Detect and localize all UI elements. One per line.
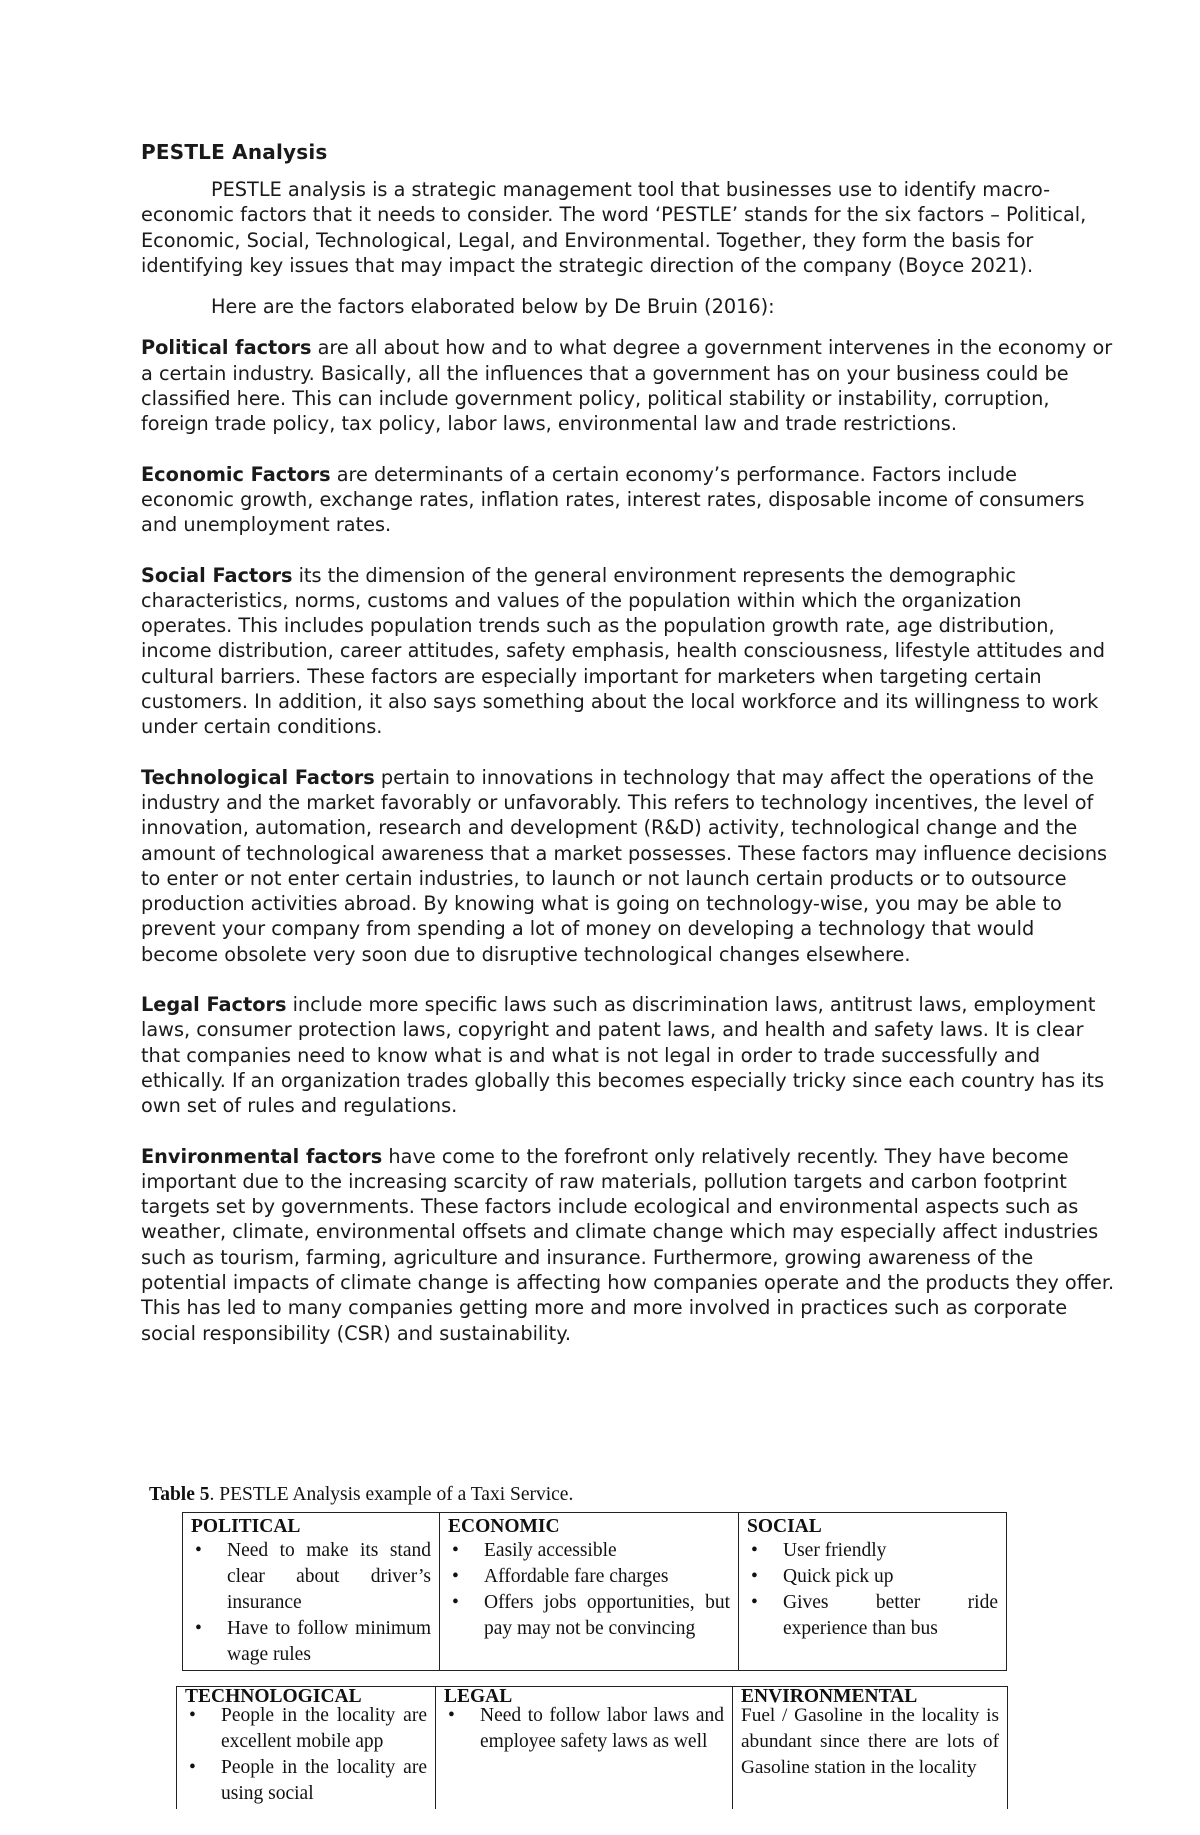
- list-item: • Quick pick up: [747, 1564, 998, 1590]
- technological-cell: [177, 1687, 436, 1810]
- factor-term: Environmental factors: [141, 1144, 383, 1168]
- factor-term: Legal Factors: [141, 993, 287, 1017]
- list-item: • Need to make its stand clear about driver’s insurance: [191, 1538, 431, 1616]
- social-factors-paragraph: [141, 563, 1116, 740]
- factor-text: have come to the forefront only relatively recently. They have become important due to the increasing scarcity of raw materials, pollution targets and carbon footprint targets set by governments. These factors include ecological and environmental aspects such as weather, climate, environmental offsets and climate change which may especially affect industries such as tourism, farming, agriculture and insurance. Furthermore, growing awareness of the potential impacts of climate change is affecting how companies operate and the products they offer. This has led to many companies getting more and more involved in practices such as corporate social responsibility (CSR) and sustainability.: [141, 1144, 1115, 1345]
- legal-factors-paragraph: [141, 992, 1116, 1118]
- factor-term: Social Factors: [141, 563, 293, 587]
- list-item: • Gives better ride experience than bus: [747, 1590, 998, 1642]
- table-caption-text: . PESTLE Analysis example of a Taxi Service.: [209, 1484, 574, 1505]
- list-item: • Affordable fare charges: [448, 1564, 730, 1590]
- social-list: [747, 1538, 998, 1642]
- factor-term: Economic Factors: [141, 462, 331, 486]
- social-cell: [739, 1513, 1007, 1671]
- political-factors-paragraph: [141, 335, 1116, 436]
- economic-cell: [440, 1513, 739, 1671]
- factor-term: Political factors: [141, 336, 312, 360]
- legal-cell: [436, 1687, 733, 1810]
- pestle-table-bottom: [176, 1686, 1008, 1809]
- political-header: POLITICAL: [191, 1516, 301, 1537]
- list-item: • Need to follow labor laws and employee safety laws as well: [444, 1703, 724, 1755]
- list-item: • Have to follow minimum wage rules: [191, 1616, 431, 1668]
- technological-list: [185, 1703, 427, 1807]
- table-caption: [149, 1484, 573, 1506]
- factor-text: its the dimension of the general environment represents the demographic characteristics, norms, customs and values of the population within which the organization operates. This includes population trends such as the population growth rate, age distribution, income distribution, career attitudes, safety emphasis, health consciousness, lifestyle attitudes and cultural barriers. These factors are especially important for marketers when targeting certain customers. In addition, it also says something about the local workforce and its willingness to work under certain conditions.: [141, 563, 1105, 739]
- legal-list: [444, 1703, 724, 1755]
- list-item: • Offers jobs opportunities, but pay may not be convincing: [448, 1590, 730, 1642]
- technological-header: TECHNOLOGICAL: [185, 1689, 362, 1703]
- factor-text: include more specific laws such as discrimination laws, antitrust laws, employment laws, consumer protection laws, copyright and patent laws, and health and safety laws. It is clear that companies need to know what is and what is not legal in order to trade successfully and ethically. If an organization trades globally this becomes especially tricky since each country has its own set of rules and regulations.: [141, 993, 1105, 1118]
- environmental-factors-paragraph: [141, 1144, 1116, 1346]
- table-row: [177, 1687, 1008, 1810]
- document-title: PESTLE Analysis: [141, 140, 328, 164]
- political-list: [191, 1538, 431, 1668]
- list-item: • People in the locality are using social: [185, 1755, 427, 1807]
- list-item: • Easily accessible: [448, 1538, 730, 1564]
- table-caption-label: Table 5: [149, 1484, 210, 1505]
- social-header: SOCIAL: [747, 1516, 822, 1537]
- factor-text: pertain to innovations in technology that may affect the operations of the industry and the market favorably or unfavorably. This refers to technology incentives, the level of innovation, automation, research and development (R&D) activity, technological change and the amount of technological awareness that a market possesses. These factors may influence decisions to enter or not enter certain industries, to launch or not launch certain products or to outsource production activities abroad. By knowing what is going on technology-wise, you may be able to prevent your company from spending a lot of money on developing a technology that would become obsolete very soon due to disruptive technological changes elsewhere.: [141, 765, 1108, 966]
- lead-paragraph: Here are the factors elaborated below by De Bruin (2016):: [211, 295, 775, 319]
- document-body: [141, 140, 1116, 1371]
- table-row: [183, 1513, 1007, 1671]
- economic-list: [448, 1538, 730, 1642]
- environmental-text: Fuel / Gasoline in the locality is abundant since there are lots of Gasoline station in the locality: [741, 1705, 999, 1778]
- political-cell: [183, 1513, 440, 1671]
- factor-text: are determinants of a certain economy’s performance. Factors include economic growth, exchange rates, inflation rates, interest rates, disposable income of consumers and unemployment rates.: [141, 462, 1085, 537]
- technological-factors-paragraph: [141, 765, 1116, 967]
- legal-header: LEGAL: [444, 1689, 513, 1703]
- economic-factors-paragraph: [141, 462, 1116, 538]
- list-item: • People in the locality are excellent mobile app: [185, 1703, 427, 1755]
- factor-term: Technological Factors: [141, 765, 375, 789]
- environmental-header: ENVIRONMENTAL: [741, 1689, 918, 1703]
- list-item: • User friendly: [747, 1538, 998, 1564]
- pestle-table-top: [182, 1512, 1007, 1671]
- factor-text: are all about how and to what degree a government intervenes in the economy or a certain industry. Basically, all the influences that a government has on your business could be classified here. This can include government policy, political stability or instability, corruption, foreign trade policy, tax policy, labor laws, environmental law and trade restrictions.: [141, 336, 1113, 436]
- economic-header: ECONOMIC: [448, 1516, 560, 1537]
- environmental-cell: [733, 1687, 1008, 1810]
- intro-paragraph: PESTLE analysis is a strategic management tool that businesses use to identify macro-economic factors that it needs to consider. The word ‘PESTLE’ stands for the six factors – Political, Economic, Social, Technological, Legal, and Environmental. Together, they form the basis for identifying key issues that may impact the strategic direction of the company (Boyce 2021).: [141, 178, 1087, 277]
